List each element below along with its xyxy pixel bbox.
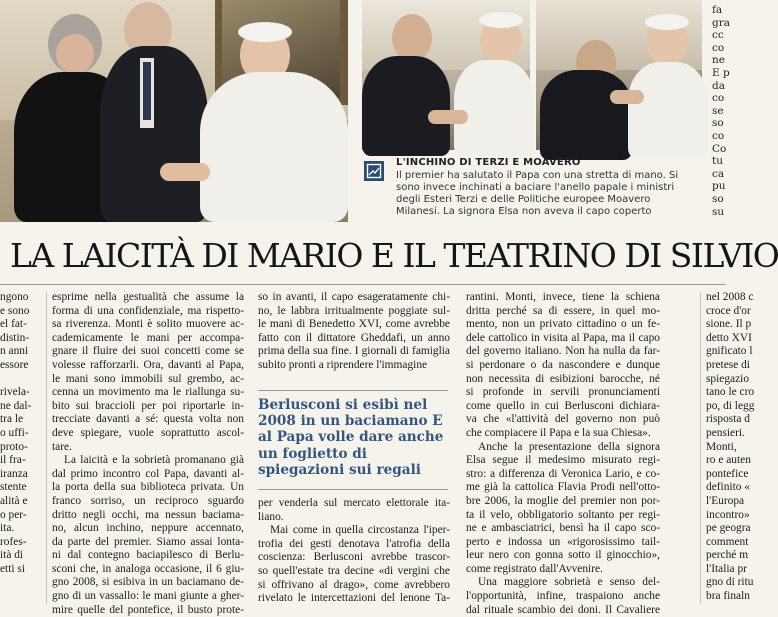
text-line: o per-: [0, 508, 27, 521]
text-line: [0, 373, 40, 387]
text-line: cc: [712, 29, 724, 42]
text-line: rivelato le intercettazioni del lenone Ta-: [258, 592, 450, 605]
text-line: detto XVI: [706, 331, 752, 344]
photo-caption-icon: [364, 161, 384, 181]
text-line: croce d'or: [706, 304, 751, 317]
caption-line: sono invece inchinati a baciare l'anello papale i ministri: [396, 182, 675, 193]
text-line: mento, non un privato cittadino o un fe-: [466, 318, 660, 331]
text-line: essore: [0, 358, 29, 371]
article-column-4: [466, 291, 660, 617]
text-line: del governo italiano. Non ha nulla da far-: [466, 345, 660, 358]
text-line: ni dal contegno baciapilesco di Berlu-: [52, 549, 244, 562]
text-line: bre 2006, la moglie del premier non por-: [466, 494, 660, 507]
column-divider: [700, 292, 701, 604]
text-line: o uffi-: [0, 426, 29, 439]
text-line: rofes-: [0, 535, 27, 548]
text-line: si offrivano al drago», come avrebbero: [258, 578, 450, 591]
text-line: cenna un movimento ma le riallunga su-: [52, 386, 244, 399]
text-line: forma di una confidenziale, ma rispetto-: [52, 304, 244, 317]
text-line: me già la cattolica Flavia Prodi nell'otto-: [466, 481, 660, 494]
text-line: definito «: [706, 481, 750, 494]
text-line: ngono: [0, 291, 29, 303]
article-column-3-continued: [258, 497, 450, 606]
text-line: Una maggiore sobrietà e senso del-: [478, 576, 660, 589]
text-line: non necessita di esibizioni barocche, né: [466, 372, 660, 385]
text-line: so: [712, 117, 724, 130]
text-line: no, le labbra irritualmente poggiate sul-: [258, 304, 450, 317]
article-column-2: [52, 291, 244, 617]
text-line: sione. Il p: [706, 318, 752, 331]
text-line: va che «l'attività del governo non può: [466, 413, 660, 426]
article-column-3: [258, 291, 450, 373]
text-line: n anni: [0, 345, 29, 358]
text-line: dritto negli occhi, ma nessun baciama-: [52, 508, 244, 521]
text-line: tu: [712, 155, 723, 168]
text-line: perto e indossa un «rigorosissimo tail-: [466, 535, 660, 548]
text-line: gnare il fluire dei suoi concetti come se: [52, 345, 244, 358]
text-line: se: [712, 104, 724, 117]
caption-title: L'INCHINO DI TERZI E MOAVERO: [396, 157, 581, 168]
text-line: la porta della sua biblioteca privata. Un: [52, 481, 244, 494]
text-line: ita.: [0, 522, 15, 535]
photo-terzi-bows: [362, 0, 530, 150]
text-line: fa: [712, 4, 723, 16]
text-line: co: [712, 130, 725, 142]
text-line: si perdonare o da nascondere e dunque: [466, 358, 660, 371]
text-line: l'opportunità, infine, traspaiono anche: [466, 590, 660, 603]
text-line: Anche la presentazione della signora: [478, 440, 660, 453]
text-line: so in avanti, il capo esageratamente chi-: [258, 291, 450, 303]
text-line: Mai come in quella circostanza l'iper-: [270, 524, 450, 537]
text-line: incontro»: [706, 508, 750, 521]
text-line: E p: [712, 67, 730, 79]
text-line: cademicamente le mani per accompa-: [52, 331, 244, 344]
text-line: come quello in cui Berlusconi dichiara-: [466, 399, 660, 412]
text-line: ca: [712, 167, 725, 180]
text-line: trecciate davanti a sé: questa volta non: [52, 413, 244, 426]
caption-line: Il premier ha salutato il Papa con una stretta di mano. Si: [396, 170, 679, 181]
text-line: che compiacere il Papa e la sua Chiesa».: [466, 426, 651, 439]
text-line: gno 2008, si esibiva in un baciamano de-: [52, 576, 244, 589]
text-line: si profonde in servili pronunciamenti: [466, 386, 660, 399]
text-line: rantini. Monti, invece, tiene la schiena: [466, 291, 660, 303]
text-line: fatto con il dittatore Gheddafi, un anno: [258, 331, 450, 344]
text-line: co: [712, 92, 725, 105]
text-line: come registrato dall'Avvenire.: [466, 562, 603, 575]
text-line: tare.: [52, 440, 72, 453]
text-line: e sono: [0, 304, 30, 317]
text-line: pu: [712, 180, 726, 193]
text-line: Elsa segue il medesimo misurato regi-: [466, 454, 660, 467]
text-line: ne dal-: [0, 399, 32, 412]
text-line: pensieri.: [706, 426, 745, 439]
text-line: el fat-: [0, 318, 27, 331]
text-line: bito sui braccioli per poi riportarle in-: [52, 399, 244, 412]
text-line: pe geogra: [706, 522, 751, 535]
text-line: subito pronti a riprendere l'immagine: [258, 358, 428, 371]
text-line: so: [712, 193, 724, 205]
text-line: pontefice: [706, 467, 749, 480]
text-line: risposta d: [706, 413, 750, 426]
headline-rule: [0, 284, 726, 285]
text-line: le mani di Benedetto XVI, come avrebbe: [258, 318, 450, 331]
text-line: trofia dei gesti denotava l'atrofia della: [258, 537, 450, 550]
text-line: su: [712, 205, 725, 218]
text-line: il fra-: [0, 454, 26, 467]
text-line: gnificato l: [706, 345, 753, 358]
text-line: deve spiegare, vuole soprattutto ascol-: [52, 426, 244, 439]
text-line: mire quelle del pontefice, il busto prote-: [52, 603, 244, 616]
text-line: dal primo incontro col Papa, davanti al-: [52, 467, 244, 480]
text-line: l'Europa: [706, 494, 745, 507]
text-line: dal rituale scambio dei doni. Il Cavaliere: [466, 603, 660, 616]
text-line: gno di un vassallo: le mani giunte a gher-: [52, 590, 244, 603]
text-line: sa riverenza. Monti è solito muovere ac-: [52, 318, 244, 331]
text-line: leur nero con gonna sotto il ginocchio»,: [466, 549, 660, 562]
photo-pope-monti-meeting: [0, 0, 348, 222]
text-line: nel 2008 c: [706, 291, 754, 303]
text-line: da parte del premier. Siamo assai lonta-: [52, 535, 244, 548]
text-line: stro: a differenza di Veronica Lario, e co-: [466, 467, 660, 480]
text-line: alità e: [0, 494, 28, 507]
text-line: rivela-: [0, 386, 30, 399]
text-line: proto-: [0, 440, 28, 453]
text-line: liano.: [258, 510, 284, 523]
pullquote-rule-bottom: [258, 489, 448, 490]
text-line: per venderla sul mercato elettorale ita-: [258, 497, 450, 509]
text-line: iranza: [0, 467, 28, 480]
text-line: ne: [712, 54, 725, 67]
article-headline: LA LAICITÀ DI MARIO E IL TEATRINO DI SILVIO: [10, 236, 778, 275]
text-line: bra finaln: [706, 590, 750, 603]
text-line: franco sorriso, un reciproco sguardo: [52, 494, 244, 507]
text-line: Co: [712, 142, 727, 155]
text-line: le mani sono immobili sul grembo, ac-: [52, 372, 244, 385]
text-line: La laicità e la sobrietà promanano già: [64, 454, 244, 467]
text-line: ro e auten: [706, 454, 751, 467]
column-divider: [46, 292, 47, 604]
text-line: pretese di: [706, 358, 750, 371]
text-line: co: [712, 41, 725, 54]
text-line: ne e ambasciatrici, bensì ha il capo sco-: [466, 522, 660, 535]
text-line: spiegazio: [706, 372, 750, 385]
pullquote: Berlusconi si esibì nel 2008 in un baciamano E al Papa volle dare anche un foglietto di spiegazioni sui regali: [258, 397, 444, 478]
article-column-5: [706, 291, 755, 604]
text-line: l'Italia pr: [706, 562, 747, 575]
text-line: dritta perché sa di essere, in quel mo-: [466, 304, 660, 317]
caption-line: degli Esteri Terzi e delle Politiche europee Moavero: [396, 194, 651, 205]
text-line: Monti,: [706, 440, 737, 453]
text-line: no, alcun inchino, neppure accennato,: [52, 522, 244, 535]
text-line: coscienza: Berlusconi avrebbe trascor-: [258, 551, 450, 564]
text-line: tra le: [0, 413, 24, 426]
text-line: so quell'estate tra decine «di vergini che: [258, 564, 450, 577]
text-line: gno di ritu: [706, 576, 754, 589]
text-line: ità di: [0, 549, 24, 562]
text-line: dele cattolico in visita al Papa, ma il capo: [466, 331, 660, 344]
text-line: esprime nella gestualità che assume la: [52, 291, 244, 303]
text-line: prima della sua fine. I giornali di famiglia: [258, 345, 450, 358]
text-line: perché m: [706, 549, 749, 562]
pullquote-rule-top: [258, 390, 448, 391]
text-line: distin-: [0, 331, 30, 344]
text-line: sconi che, in analoga occasione, il 6 giu-: [52, 562, 244, 575]
text-line: gra: [712, 16, 731, 29]
text-line: ta il velo, obbligatorio soltanto per regi-: [466, 508, 660, 521]
text-line: da: [712, 79, 725, 92]
article-column-1: [0, 291, 40, 576]
text-line: volesse rafforzarli. Ora, davanti al Papa,: [52, 358, 244, 371]
photo-moavero-bows: [536, 0, 702, 150]
caption-line: Milanesi. La signora Elsa non aveva il capo coperto: [396, 206, 652, 217]
text-line: stente: [0, 481, 27, 494]
text-line: etti si: [0, 562, 25, 575]
text-line: tano le cro: [706, 386, 755, 399]
text-line: comment: [706, 535, 749, 548]
text-line: po, di legg: [706, 399, 755, 412]
